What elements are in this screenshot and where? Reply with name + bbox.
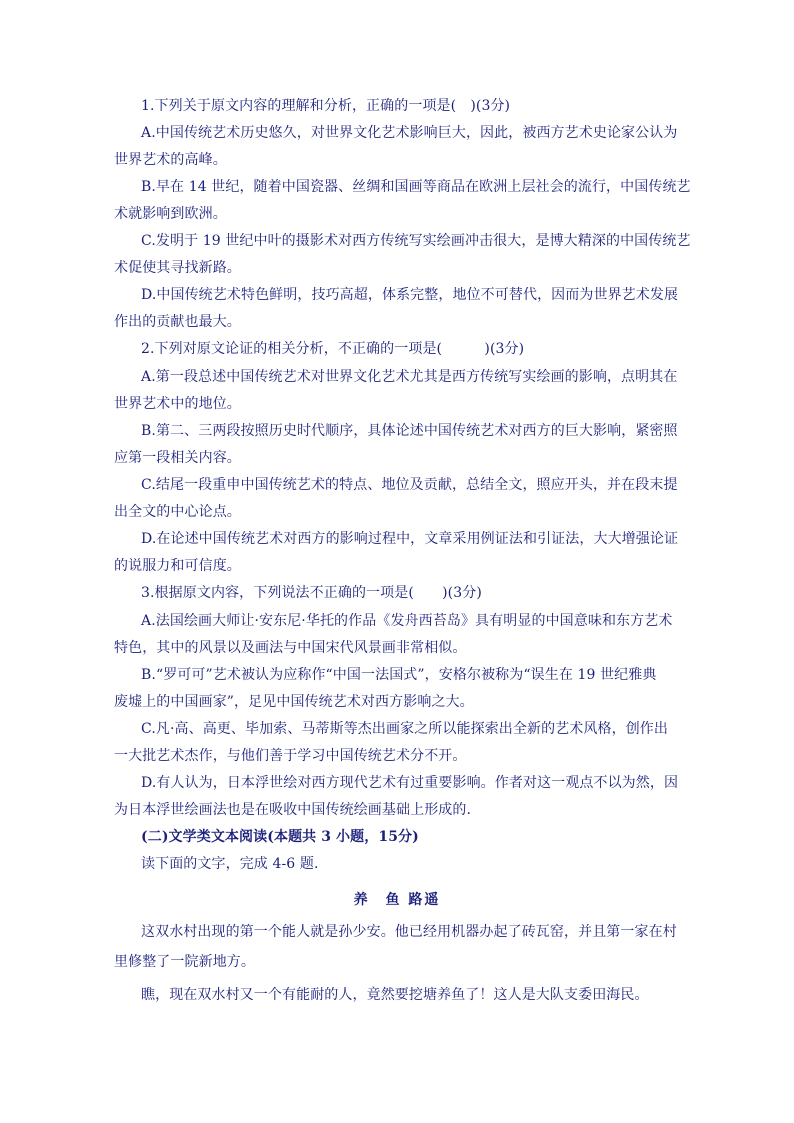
question-1-option-d-cont: 作出的贡献也最大。 (114, 314, 241, 330)
story-paragraph-2: 瞧，现在双水村又一个有能耐的人，竟然要挖塘养鱼了！这人是大队支委田海民。 (141, 987, 649, 1003)
question-1-option-b: B.早在 14 世纪，随着中国瓷器、丝绸和国画等商品在欧洲上层社会的流行，中国传统艺 (141, 179, 691, 195)
question-3-option-c-cont: 一大批艺术杰作，与他们善于学习中国传统艺术分不开。 (114, 748, 467, 764)
story-paragraph-1-cont: 里修整了一院新地方。 (114, 954, 255, 970)
question-2-option-c-cont: 出全文的中心论点。 (114, 504, 241, 520)
question-2-option-d-cont: 的说服力和可信度。 (114, 558, 241, 574)
question-1-option-a-cont: 世界艺术的高峰。 (114, 152, 227, 168)
question-1-option-c-cont: 术促使其寻找新路。 (114, 260, 241, 276)
question-1-option-d: D.中国传统艺术特色鲜明，技巧高超，体系完整，地位不可替代，因而为世界艺术发展 (141, 287, 679, 303)
question-2-option-a-cont: 世界艺术中的地位。 (114, 396, 241, 412)
question-3-option-b-cont: 废墟上的中国画家”，足见中国传统艺术对西方影响之大。 (114, 694, 474, 710)
question-3-option-c: C.凡·高、高更、毕加索、马蒂斯等杰出画家之所以能探索出全新的艺术风格，创作出 (141, 721, 669, 737)
question-2-option-c: C.结尾一段重申中国传统艺术的特点、地位及贡献，总结全文，照应开头，并在段末提 (141, 477, 678, 493)
question-3-option-d-cont: 为日本浮世绘画法也是在吸收中国传统绘画基础上形成的. (114, 802, 472, 818)
question-1-option-b-cont: 术就影响到欧洲。 (114, 206, 227, 222)
question-2-option-b-cont: 应第一段相关内容。 (114, 450, 241, 466)
question-1-stem: 1.下列关于原文内容的理解和分析，正确的一项是( )(3分) (141, 98, 511, 114)
section-instruction: 读下面的文字，完成 4-6 题. (141, 856, 319, 872)
question-1-option-c: C.发明于 19 世纪中叶的摄影术对西方传统写实绘画冲击很大，是博大精深的中国传统艺 (141, 233, 691, 249)
question-2-option-d: D.在论述中国传统艺术对西方的影响过程中，文章采用例证法和引证法，大大增强论证 (141, 531, 679, 547)
question-3-stem: 3.根据原文内容，下列说法不正确的一项是( )(3分) (141, 585, 482, 601)
question-2-stem: 2.下列对原文论证的相关分析，不正确的一项是( )(3分) (141, 341, 525, 357)
story-paragraph-1: 这双水村出现的第一个能人就是孙少安。他已经用机器办起了砖瓦窑，并且第一家在村 (141, 924, 677, 940)
section-heading: (二)文学类文本阅读(本题共 3 小题，15分) (141, 829, 419, 845)
question-2-option-b: B.第二、三两段按照历史时代顺序，具体论述中国传统艺术对西方的巨大影响，紧密照 (141, 423, 678, 439)
question-3-option-b: B.“罗可可”艺术被认为应称作“中国一法国式”，安格尔被称为“误生在 19 世纪雅典 (141, 667, 657, 683)
question-2-option-a: A.第一段总述中国传统艺术对世界文化艺术尤其是西方传统写实绘画的影响，点明其在 (141, 369, 678, 385)
question-3-option-a-cont: 特色，其中的风景以及画法与中国宋代风景画非常相似。 (114, 640, 467, 656)
question-3-option-d: D.有人认为，日本浮世绘对西方现代艺术有过重要影响。作者对这一观点不以为然，因 (141, 775, 679, 791)
question-1-option-a: A.中国传统艺术历史悠久，对世界文化艺术影响巨大，因此，被西方艺术史论家公认为 (141, 125, 678, 141)
story-title: 养 鱼 路遥 (353, 892, 441, 908)
question-3-option-a: A.法国绘画大师让·安东尼·华托的作品《发舟西苔岛》具有明显的中国意味和东方艺术 (141, 613, 673, 629)
